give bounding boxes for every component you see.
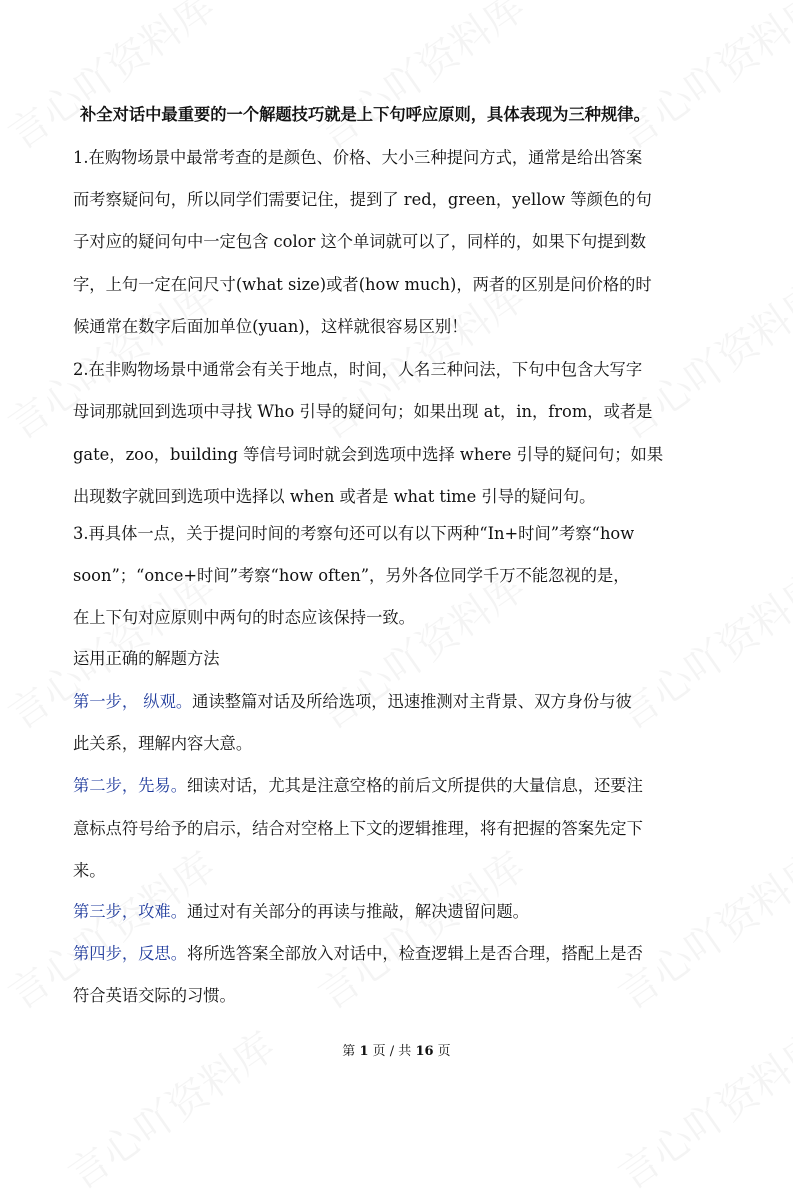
step-label: 第一步， 纵观。: [73, 692, 193, 711]
step-2-line: [73, 861, 106, 881]
step-2-line: [73, 819, 643, 839]
paragraph-1-line: 子对应的疑问句中一定包含 color 这个单词就可以了，同样的，如果下句提到数: [73, 232, 647, 251]
step-text: 通过对有关部分的再读与推敲，解决遗留问题。: [186, 902, 529, 921]
paragraph-3-line: 在上下句对应原则中两句的时态应该保持一致。: [73, 608, 415, 627]
paragraph-2-line: gate，zoo，building 等信号词时就会到选项中选择 where 引导的疑问句；如果: [73, 445, 664, 464]
watermark-text: [605, 836, 793, 1020]
step-text: 符合英语交际的习惯。: [73, 986, 236, 1005]
step-label: 第二步，先易。: [73, 776, 187, 795]
paragraph-3-line: soon”；“once+时间”考察“how often”，另外各位同学千万不能忽视的是，: [73, 566, 630, 585]
step-1-line: [73, 734, 252, 754]
paragraph-1-line: 字，上句一定在问尺寸(what size)或者(how much)，两者的区别是问价格的时: [73, 275, 652, 294]
step-text: 此关系，理解内容大意。: [73, 734, 253, 753]
paragraph-2-line: 母词那就回到选项中寻找 Who 引导的疑问句；如果出现 at，in，from，或者是: [73, 402, 653, 421]
watermark-text: [0, 0, 225, 161]
paragraph-1-line: 1.在购物场景中最常考查的是颜色、价格、大小三种提问方式，通常是给出答案: [73, 148, 643, 167]
page-footer: [0, 1040, 793, 1059]
step-4-line: [73, 986, 236, 1006]
watermark-text: [605, 556, 793, 740]
paragraph-1-line: 候通常在数字后面加单位(yuan)，这样就很容易区别！: [73, 317, 468, 336]
paragraph-1-line: 而考察疑问句，所以同学们需要记住，提到了 red，green，yellow 等颜色的句: [73, 190, 652, 209]
footer-middle: 页 / 共: [372, 1044, 412, 1059]
footer-prefix: 第: [342, 1044, 356, 1059]
footer-suffix: 页: [437, 1044, 451, 1059]
paragraph-3-line: 3.再具体一点，关于提问时间的考察句还可以有以下两种“In+时间”考察“how: [73, 524, 635, 543]
step-3-line: [73, 902, 529, 922]
step-2-line: [73, 776, 643, 796]
document-title: 补全对话中最重要的一个解题技巧就是上下句呼应原则，具体表现为三种规律。: [80, 105, 650, 124]
step-text: 来。: [73, 861, 106, 880]
step-text: 通读整篇对话及所给选项，迅速推测对主背景、双方身份与彼: [192, 692, 632, 711]
step-1-line: [73, 692, 632, 712]
watermark-text: [305, 836, 534, 1020]
step-text: 意标点符号给予的启示，结合对空格上下文的逻辑推理，将有把握的答案先定下: [73, 819, 643, 838]
current-page: 1: [359, 1044, 369, 1059]
section-heading: 运用正确的解题方法: [73, 649, 220, 668]
paragraph-2-line: 2.在非购物场景中通常会有关于地点，时间，人名三种问法，下句中包含大写字: [73, 360, 643, 379]
step-label: 第三步，攻难。: [73, 902, 187, 921]
step-4-line: [73, 944, 643, 964]
watermark-text: [305, 0, 534, 161]
step-text: 将所选答案全部放入对话中，检查逻辑上是否合理，搭配上是否: [186, 944, 643, 963]
step-text: 细读对话，尤其是注意空格的前后文所提供的大量信息，还要注: [186, 776, 643, 795]
total-pages: 16: [415, 1044, 434, 1059]
paragraph-2-line: 出现数字就回到选项中选择以 when 或者是 what time 引导的疑问句。: [73, 487, 596, 506]
watermark-text: [605, 0, 793, 161]
step-label: 第四步，反思。: [73, 944, 187, 963]
